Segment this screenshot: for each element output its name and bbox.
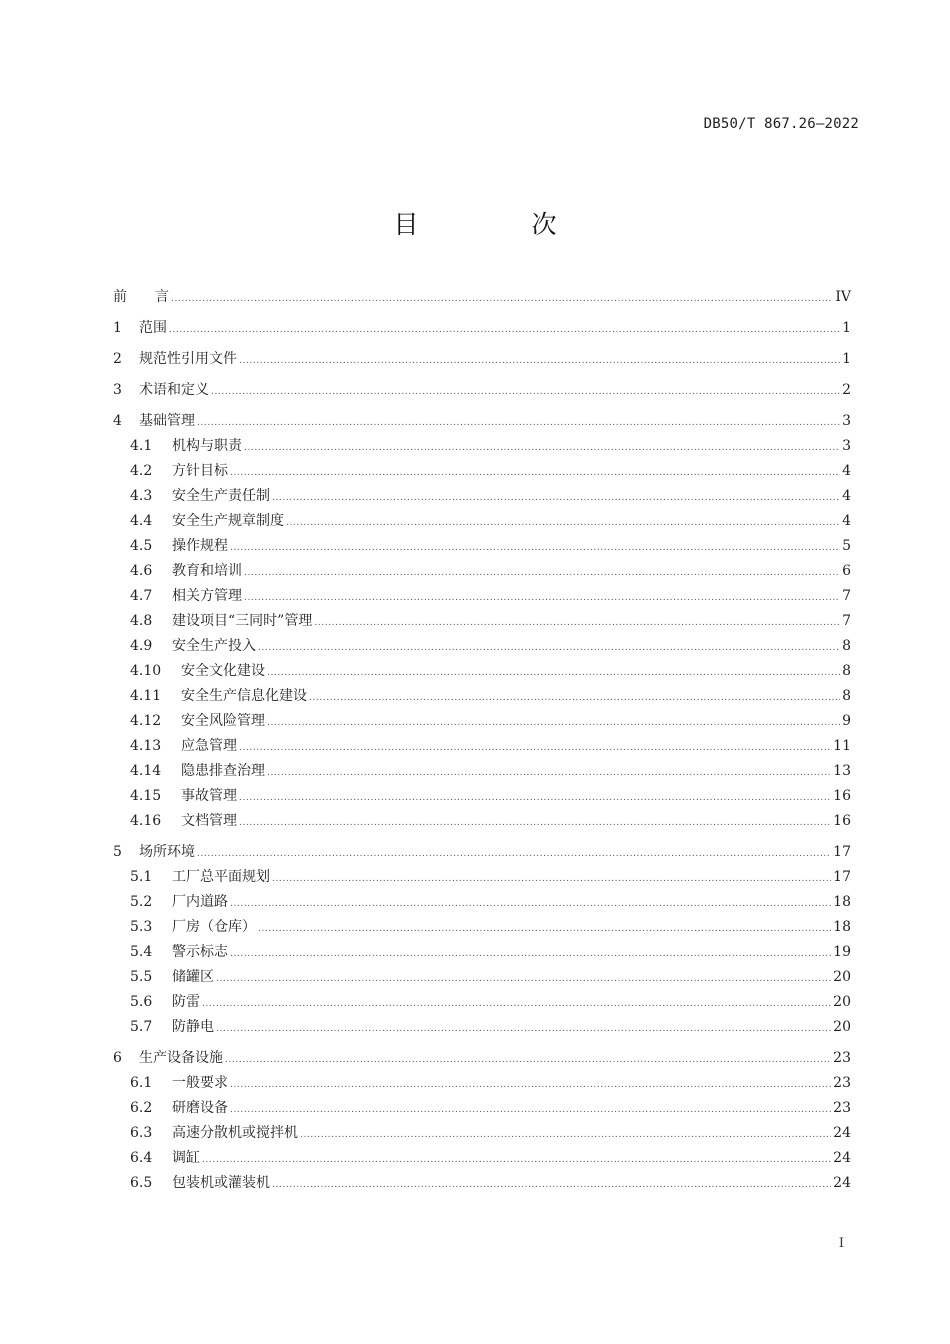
toc-entry[interactable] (113, 584, 851, 609)
toc-entry[interactable] (113, 840, 851, 865)
toc-entry-page: 8 (842, 638, 851, 654)
toc-leader-dots (267, 661, 840, 686)
toc-entry[interactable] (113, 784, 851, 809)
toc-leader-dots (244, 586, 840, 611)
toc-entry[interactable] (113, 609, 851, 634)
toc-entry-label: 操作规程 (172, 538, 228, 554)
toc-entry[interactable] (113, 347, 851, 372)
toc-entry-label: 安全生产责任制 (172, 488, 270, 504)
toc-entry[interactable] (113, 759, 851, 784)
toc-leader-dots (169, 318, 840, 343)
toc-leader-dots (239, 736, 831, 761)
toc-entry-page: 16 (833, 813, 851, 829)
toc-entry-label: 高速分散机或搅拌机 (172, 1125, 298, 1141)
toc-leader-dots (239, 811, 831, 836)
toc-entry[interactable] (113, 1046, 851, 1071)
toc-entry-number: 4.6 (130, 563, 153, 579)
toc-entry-number: 4.3 (130, 488, 153, 504)
toc-entry-page: 20 (833, 1019, 851, 1035)
toc-entry-page: 24 (833, 1150, 851, 1166)
toc-entry[interactable] (113, 1146, 851, 1171)
toc-entry-number: 5.2 (130, 894, 153, 910)
toc-leader-dots (202, 1148, 831, 1173)
toc-entry-page: 17 (833, 869, 851, 885)
toc-leader-dots (286, 511, 840, 536)
toc-entry-page: 13 (833, 763, 851, 779)
toc-entry[interactable] (113, 484, 851, 509)
toc-leader-dots (225, 1048, 831, 1073)
toc-entry-number: 4.13 (130, 738, 162, 754)
toc-entry[interactable] (113, 634, 851, 659)
toc-entry-label: 事故管理 (181, 788, 237, 804)
toc-leader-dots (211, 380, 840, 405)
toc-entry-label: 研磨设备 (172, 1100, 228, 1116)
toc-entry-page: 3 (842, 438, 851, 454)
toc-leader-dots (314, 611, 840, 636)
toc-entry-label: 安全生产信息化建设 (181, 688, 307, 704)
toc-entry-page: 24 (833, 1125, 851, 1141)
toc-entry-page: 20 (833, 994, 851, 1010)
toc-entry-label: 防雷 (172, 994, 200, 1010)
toc-entry-page: 23 (833, 1075, 851, 1091)
toc-entry-label: 厂内道路 (172, 894, 228, 910)
toc-entry[interactable] (113, 459, 851, 484)
toc-entry-page: 8 (842, 663, 851, 679)
toc-entry[interactable] (113, 1096, 851, 1121)
toc-leader-dots (216, 967, 831, 992)
toc-leader-dots (244, 561, 840, 586)
toc-leader-dots (230, 1098, 831, 1123)
toc-entry-number: 4.5 (130, 538, 153, 554)
toc-entry-number: 6 (113, 1050, 122, 1066)
toc-entry-label: 前 言 (113, 289, 169, 305)
toc-entry-page: IV (835, 289, 851, 305)
toc-entry[interactable] (113, 684, 851, 709)
toc-entry-number: 6.4 (130, 1150, 153, 1166)
toc-leader-dots (230, 536, 840, 561)
toc-leader-dots (244, 436, 840, 461)
toc-leader-dots (272, 1173, 831, 1198)
toc-entry-page: 23 (833, 1100, 851, 1116)
toc-entry-number: 2 (113, 351, 122, 367)
toc-entry-number: 6.3 (130, 1125, 153, 1141)
toc-entry[interactable] (113, 409, 851, 434)
toc-entry[interactable] (113, 316, 851, 341)
toc-entry-number: 4.14 (130, 763, 162, 779)
toc-entry-label: 警示标志 (172, 944, 228, 960)
page-number: I (838, 1236, 844, 1251)
toc-entry-page: 6 (842, 563, 851, 579)
toc-entry-number: 4.2 (130, 463, 153, 479)
toc-entry-page: 24 (833, 1175, 851, 1191)
toc-entry-page: 3 (842, 413, 851, 429)
toc-leader-dots (272, 867, 831, 892)
toc-leader-dots (197, 411, 840, 436)
toc-entry[interactable] (113, 990, 851, 1015)
toc-entry[interactable] (113, 940, 851, 965)
toc-entry-label: 调缸 (172, 1150, 200, 1166)
toc-entry[interactable] (113, 809, 851, 834)
toc-leader-dots (239, 349, 840, 374)
toc-leader-dots (230, 1073, 831, 1098)
toc-leader-dots (300, 1123, 831, 1148)
toc-leader-dots (272, 486, 840, 511)
toc-entry-label: 术语和定义 (139, 382, 209, 398)
toc-entry-page: 1 (842, 351, 851, 367)
toc-entry-label: 相关方管理 (172, 588, 242, 604)
toc-leader-dots (258, 917, 831, 942)
toc-entry-page: 18 (833, 919, 851, 935)
toc-entry[interactable] (113, 1015, 851, 1040)
toc-entry-number: 5.3 (130, 919, 153, 935)
toc-entry-number: 5 (113, 844, 122, 860)
toc-entry-page: 5 (842, 538, 851, 554)
page-title: 目 次 (393, 210, 601, 239)
toc-entry[interactable] (113, 659, 851, 684)
toc-entry-label: 应急管理 (181, 738, 237, 754)
toc-entry[interactable] (113, 890, 851, 915)
toc-entry-label: 基础管理 (139, 413, 195, 429)
toc-entry-page: 17 (833, 844, 851, 860)
toc-leader-dots (267, 761, 831, 786)
toc-entry-label: 机构与职责 (172, 438, 242, 454)
toc-entry-label: 隐患排查治理 (181, 763, 265, 779)
toc-entry-number: 1 (113, 320, 122, 336)
toc-entry-number: 5.6 (130, 994, 153, 1010)
toc-entry-number: 6.1 (130, 1075, 153, 1091)
toc-entry-number: 5.5 (130, 969, 153, 985)
toc-entry-label: 文档管理 (181, 813, 237, 829)
toc-entry-number: 4.16 (130, 813, 162, 829)
toc-leader-dots (267, 711, 840, 736)
toc-entry-label: 包装机或灌装机 (172, 1175, 270, 1191)
toc-entry-label: 安全风险管理 (181, 713, 265, 729)
toc-entry-label: 一般要求 (172, 1075, 228, 1091)
toc-entry-label: 安全生产规章制度 (172, 513, 284, 529)
toc-entry-label: 规范性引用文件 (139, 351, 237, 367)
toc-entry[interactable] (113, 965, 851, 990)
toc-entry[interactable] (113, 285, 851, 310)
toc-entry[interactable] (113, 509, 851, 534)
toc-entry-label: 防静电 (172, 1019, 214, 1035)
toc-entry-page: 4 (842, 463, 851, 479)
toc-entry-number: 4.1 (130, 438, 153, 454)
toc-entry-number: 3 (113, 382, 122, 398)
toc-entry-label: 方针目标 (172, 463, 228, 479)
toc-entry-page: 11 (833, 738, 851, 754)
toc-entry-page: 9 (842, 713, 851, 729)
toc-entry-number: 4.10 (130, 663, 162, 679)
toc-entry[interactable] (113, 559, 851, 584)
toc-entry-number: 4.9 (130, 638, 153, 654)
toc-entry-label: 工厂总平面规划 (172, 869, 270, 885)
toc-entry-number: 4.15 (130, 788, 162, 804)
toc-leader-dots (230, 892, 831, 917)
toc-leader-dots (230, 461, 840, 486)
toc-entry-page: 1 (842, 320, 851, 336)
toc-entry[interactable] (113, 1171, 851, 1196)
toc-entry-label: 厂房（仓库） (172, 919, 256, 935)
toc-entry-number: 5.7 (130, 1019, 153, 1035)
toc-entry-number: 6.5 (130, 1175, 153, 1191)
toc-entry-page: 20 (833, 969, 851, 985)
toc-leader-dots (171, 287, 833, 312)
toc-entry-label: 安全生产投入 (172, 638, 256, 654)
toc-entry[interactable] (113, 734, 851, 759)
toc-entry-number: 4.7 (130, 588, 153, 604)
toc-leader-dots (202, 992, 831, 1017)
document-code: DB50/T 867.26—2022 (703, 116, 859, 132)
toc-entry-label: 建设项目“三同时”管理 (172, 613, 313, 629)
toc-leader-dots (197, 842, 831, 867)
toc-entry-page: 8 (842, 688, 851, 704)
toc-entry-page: 2 (842, 382, 851, 398)
toc-entry-number: 4.4 (130, 513, 153, 529)
toc-entry-page: 23 (833, 1050, 851, 1066)
toc-entry-label: 教育和培训 (172, 563, 242, 579)
toc-entry-page: 4 (842, 513, 851, 529)
toc-entry-page: 16 (833, 788, 851, 804)
toc-entry[interactable] (113, 709, 851, 734)
toc-entry-label: 范围 (139, 320, 167, 336)
toc-leader-dots (216, 1017, 831, 1042)
toc-entry[interactable] (113, 434, 851, 459)
toc-entry-number: 5.1 (130, 869, 153, 885)
toc-entry[interactable] (113, 1121, 851, 1146)
toc-entry-label: 储罐区 (172, 969, 214, 985)
toc-entry-number: 4.8 (130, 613, 153, 629)
toc-leader-dots (230, 942, 831, 967)
table-of-contents (113, 285, 851, 1196)
toc-entry-page: 18 (833, 894, 851, 910)
toc-entry-label: 安全文化建设 (181, 663, 265, 679)
toc-entry-page: 4 (842, 488, 851, 504)
toc-entry-label: 场所环境 (139, 844, 195, 860)
toc-entry-page: 7 (842, 588, 851, 604)
toc-entry[interactable] (113, 378, 851, 403)
toc-entry-number: 4.11 (130, 688, 162, 704)
toc-entry-number: 4 (113, 413, 122, 429)
toc-entry-number: 6.2 (130, 1100, 153, 1116)
toc-entry-number: 5.4 (130, 944, 153, 960)
toc-entry[interactable] (113, 1071, 851, 1096)
toc-leader-dots (309, 686, 840, 711)
toc-leader-dots (258, 636, 840, 661)
toc-entry[interactable] (113, 915, 851, 940)
toc-leader-dots (239, 786, 831, 811)
toc-entry-page: 19 (833, 944, 851, 960)
toc-entry-label: 生产设备设施 (139, 1050, 223, 1066)
toc-entry-number: 4.12 (130, 713, 162, 729)
toc-entry-page: 7 (842, 613, 851, 629)
toc-entry[interactable] (113, 865, 851, 890)
toc-entry[interactable] (113, 534, 851, 559)
